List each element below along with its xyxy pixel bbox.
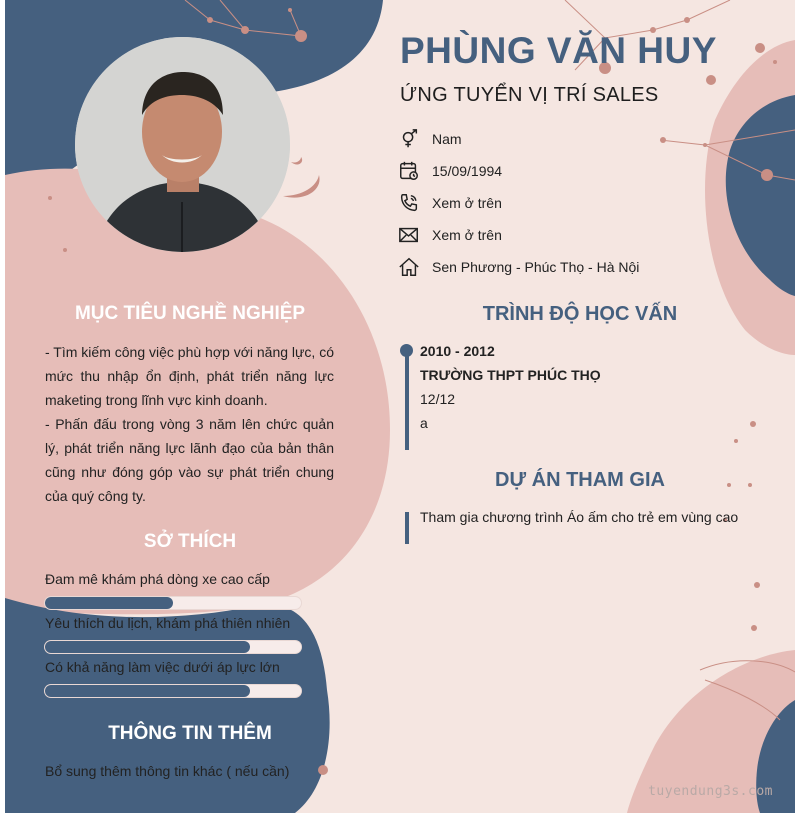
hobby-bar-fill — [45, 641, 250, 653]
watermark: tuyendung3s.com — [648, 784, 773, 799]
education-timeline — [405, 348, 409, 450]
objective-line: - Tìm kiếm công việc phù hợp với năng lực, có mức thu nhập ổn định, phát triển năng lực maketing trong lĩnh vực kinh doanh. — [45, 344, 334, 408]
extra-info-text: Bổ sung thêm thông tin khác ( nếu cần) — [45, 763, 290, 779]
projects-heading: DỰ ÁN THAM GIA — [495, 469, 665, 491]
phone-value: Xem ở trên — [432, 195, 502, 211]
hobby-label: Yêu thích du lịch, khám phá thiên nhiên — [45, 615, 291, 631]
avatar — [75, 37, 290, 252]
timeline-dot — [400, 344, 413, 357]
education-grade: 12/12 — [420, 391, 456, 407]
position-title: ỨNG TUYỂN VỊ TRÍ SALES — [400, 84, 659, 106]
education-note: a — [420, 415, 428, 431]
gender-value: Nam — [432, 131, 462, 147]
extra-info-heading: THÔNG TIN THÊM — [108, 723, 272, 744]
candidate-name: PHÙNG VĂN HUY — [400, 30, 717, 71]
objective-heading: MỤC TIÊU NGHỀ NGHIỆP — [74, 303, 306, 324]
education-heading: TRÌNH ĐỘ HỌC VẤN — [482, 303, 678, 325]
calendar-icon — [398, 160, 420, 182]
school-name: TRƯỜNG THPT PHÚC THỌ — [420, 367, 601, 383]
email-value: Xem ở trên — [432, 227, 502, 243]
birthday-value: 15/09/1994 — [432, 163, 503, 179]
address-value: Sen Phương - Phúc Thọ - Hà Nội — [432, 259, 640, 275]
person-portrait — [75, 37, 290, 252]
projects-timeline — [405, 512, 409, 544]
mail-icon — [398, 224, 420, 246]
hobby-bar — [45, 641, 301, 653]
contact-gender — [398, 127, 462, 151]
cv-page — [5, 0, 795, 813]
project-text: Tham gia chương trình Áo ấm cho trẻ em vùng cao — [420, 509, 739, 525]
hobby-bar-fill — [45, 685, 250, 697]
gender-icon — [398, 128, 420, 150]
hobby-bar — [45, 685, 301, 697]
contact-birthday — [398, 159, 502, 183]
hobbies-heading: SỞ THÍCH — [143, 531, 237, 552]
home-icon — [398, 256, 420, 278]
objective-line: - Phấn đấu trong vòng 3 năm lên chức quản lý, phát triển năng lực lãnh đạo của bản thân cũng như đóng góp vào sự phát triển chung của quý công ty. — [45, 416, 334, 504]
hobby-bar — [45, 597, 301, 609]
hobby-bar-fill — [45, 597, 173, 609]
education-period: 2010 - 2012 — [420, 343, 495, 359]
hobby-label: Đam mê khám phá dòng xe cao cấp — [45, 571, 270, 587]
hobby-label: Có khả năng làm việc dưới áp lực lớn — [45, 659, 280, 675]
objective-text — [45, 340, 334, 508]
contact-address — [398, 255, 639, 279]
contact-phone — [398, 191, 502, 215]
contact-email — [398, 223, 502, 247]
phone-icon — [398, 192, 420, 214]
